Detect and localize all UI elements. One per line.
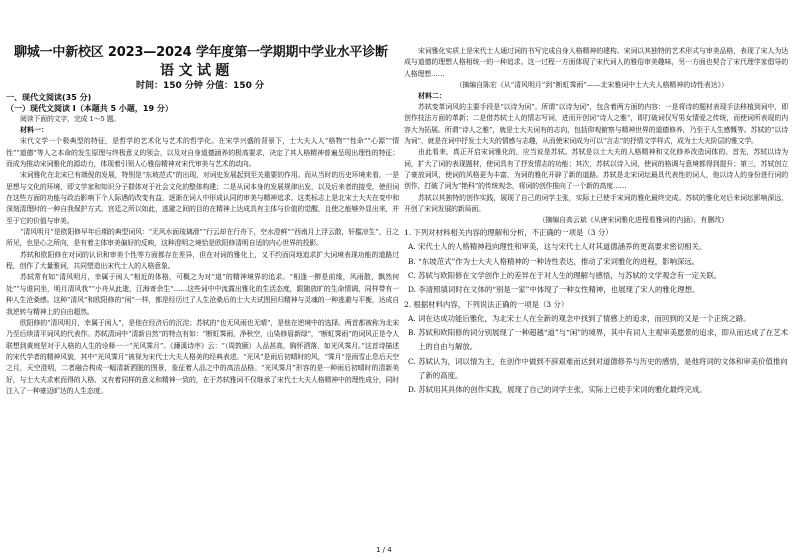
- page-number: 1 / 4: [376, 546, 392, 554]
- question-stem: 2. 根据材料内容，下列说法正确的一项是（3 分）: [404, 299, 569, 309]
- material1-paragraph: “清风明月”是欧阳修早年后期的典型词风：“无风水面琉璃滑”“行云却在行舟下，空水澄鲜”“西南月上浮云散，轩槛凉生”，日之所见，也是心之所向，是有着主体审美偏好的反映，这种澄明之境恰是欧阳修清明自适的内心世界的投影。: [6, 228, 399, 248]
- material1-source: （摘编自陈宏《从“清风明月”到“断虹霁雨”——北宋雅词中士大夫人格精神的诗性表达》）: [455, 81, 728, 90]
- question-stem: 1. 下列对材料相关内容的理解和分析，不正确的一项是（3 分）: [404, 228, 613, 238]
- material1-paragraph: 宋代文学一个极典型的特征，是哲学的艺术化与艺术的哲学化。在宋学兴盛的背景下，士大夫人人“格物”“性命”“心源”“情性”“道德”等人之本命的发生原理与终极意义的领会，以及对自身道德涵养的极高要求，决定了其人格精神普遍呈现出理性的特征；而成为推动宋词雅化的源动力，体现着引领人心雅俗精神对宋代审美与艺术的动向。: [6, 137, 399, 169]
- question-option: A. 宋代士人的人格精神趋向理性和审美，这与宋代士人对其道德涵养的更高要求密切相关。: [408, 242, 707, 252]
- exam-subject: 语 文 试 题: [160, 63, 230, 79]
- right-column: [404, 0, 788, 397]
- exam-time-score: 时间：150 分钟 分值：150 分: [136, 81, 264, 91]
- question-option: C. 苏轼认为，词以情为主，在创作中做到不辞艰难而达到对道德修养与历史的感悟，是他将词的文体和审美价值推向了新的高度。: [408, 356, 788, 380]
- material2-paragraph: 由此看来，真正开启宋词雅化的，应当说是苏轼。苏轼是以士大夫的人格精神和文化修养改造词体的。首先，苏轼以诗为词，扩大了词的表现题材，使词具有了抒发情志的功能；其次，苏轼以诗入词，使词的格调与意境都得到提升；第三，苏轼创立了豪放词风，使词的风格更为丰富，为词的雅化开辟了新的道路。苏轼是北宋词坛最具代表性的词人，他以诗人的身份进行词的创作，打破了词为“艳科”的传统观念，将词的创作推向了一个新的高度……: [404, 148, 788, 191]
- question-option: B. 苏轼和欧阳修的词分别展现了一种超越“道”与“闲”的境界，其中有词人主观审美愿景的追求，即从而达成了在艺术上的自由与解放。: [408, 327, 788, 352]
- material1-paragraph: 宋词雅化实质上是宋代士人通过词的书写完成自身人格精神的建构。宋词以其独特的艺术形式与审美品格，表现了宋人为达成与道德的理想人格相统一的一种追求。这一过程一方面体现了宋代词人的雅俗审美趣味，另一方面也契合了宋代理学家倡导的人格理想……: [404, 47, 788, 78]
- material2-paragraph: 苏轼以其独特的创作实践，展现了自己的词学主张，实际上已使手宋词的雅化最终完成。苏轼的雅化对后来词坛影响深远，开创了宋词发展的新局面。: [404, 193, 788, 214]
- material1-paragraph: 苏轼常有如“清风明月，幸属于闲人”相近的体格，可概之为对“道”的精神境界的追求。“相逢一醉是前缘，风雨散，飘然何处”“与谁同坐，明月清风我”“小舟从此逝，江海寄余生”……这些词中中流露出雅化的生活态度，跟随放旷的生命情调，同样带有一种人生沧桑感。这种“清风”和欧阳修的“闲”一样，都是经历过了人生沧桑后的士大夫试图回归精神与灵魂的一种逃避与平衡，达成自我逆转与精神上的自由超然。: [6, 273, 399, 316]
- material1-paragraph: 欧阳修的“清风明月，幸属于闲人”，是他在经济后的沉淀；苏轼的“也无风雨也无晴”，是他在逆境中的选择。两首都被称为北宋乃至后续清平词风的代表作。苏轼清词中“清新自然”的特点有如：“断虹霁雨，净秋空，山染修眉新绿”，“断虹霁雨”的词风正是令人联想到黄庭坚对于人格的人生的诠释一一“光风霁月”。《濂溪诗序》云：“（周敦颐）人品甚高，胸怀洒落，如光风霁月。”这首诗描述的宋代学者的精神风貌，其中“光风霁月”被视为宋代士大夫人格美的经典表述。“光风”是雨后初晴时的风，“霁月”是雨雪止息后天空之月，天空澄明，二者融合构成一幅清新洒脱的图景，象征着人品之中的高洁品格。“光风霁月”形容的是一种雨后初晴时的清新美好，与士大夫求索而得的人格、又有着同样的意义和精神一致的，在于苏轼雅词不仅继承了宋代士大夫人格精神中的理性成分，同时注入了一种豪迈旷达的人生态度。: [6, 318, 399, 395]
- section-heading: 一、现代文阅读(35 分): [6, 93, 92, 102]
- question-2: [404, 298, 788, 398]
- question-option: C. 苏轼与欧阳修在文学创作上的差异在于对人生的理解与感悟，与苏轼的文学观念有一定关联。: [408, 271, 722, 281]
- material2-source: （摘编自高云斌《从唐宋词雅化进程看雅词的内涵》，有删改）: [538, 216, 728, 225]
- reading-instruction: 阅读下面的文字，完成 1～5 题。: [20, 115, 121, 123]
- left-column: [6, 0, 399, 397]
- material1-label: 材料一：: [20, 126, 48, 135]
- question-option: D. 李清照填词时在文体的“别是一家”中体现了一种女性精神，也展现了宋人的雅化理想。: [408, 285, 700, 295]
- material1-paragraph: 宋词雅化在北宋已有端倪的发展，特别是“东坡范式”的出现，对词史发展起到至关重要的作用。而从当时的历史环境来看，一是思想与文化的环境，即文学家和知识分子群体对于社会文化的整体构建；二是从词本身的发展规律出发，以及后来者的接受，使但词在这些方面的功能与政治影响下个人际遇的改变有益，逐渐在词人中形成认同的审美与精神追求。这类标志上是北宋士大夫在变中和深刻清理时的一种自我保护方式。宫廷之所以如此，逃避之间的目的在精神上达成具有主体与价值的觉醒，且使之能够外显出来，并至于它的价值与审美。: [6, 171, 399, 225]
- question-option: B. “东坡范式”作为士大夫人格精神的一种诗性表达，推动了宋词雅化的进程，影响深远。: [408, 256, 700, 266]
- question-1: [404, 226, 788, 297]
- exam-title: 聊城一中新校区 2023—2024 学年度第一学期期中学业水平诊断: [14, 45, 388, 60]
- material1-paragraph: 苏轼和欧阳修在对词的认识和审美个性等方面都存在差异，但在对词的雅化上，又不约而同地追求扩大词境表现功能的道路过程，创作了大量雅词，共同塑造出宋代士人的人格意象。: [6, 250, 399, 271]
- material2-label: 材料二：: [418, 92, 446, 101]
- question-option: A. 词在达成功能后雅化，为北宋士人在全新的观念中找到了情感上的追求，而回到的又是一个正统之路。: [408, 313, 751, 323]
- subsection-heading: （一）现代文阅读 I（本题共 5 小题，19 分）: [6, 104, 173, 113]
- question-option: D. 苏轼用其具体的创作实践，展现了自己的词学主张，实际上已使手宋词的雅化最终完成。: [408, 385, 707, 395]
- material2-paragraph: 苏轼变革词风的主要手段是“以诗为词”。所谓“以诗为词”，包含着两方面的内容：一是将诗的题材表现手法移植到词中，即创作技法方面的革新；二是借苏轼士人的情志写词，进而开创词“诗人之雅”，即打破词仅写男女情爱之传统，而使词所表现的内容大为拓展。所谓“诗人之雅”，就是士大夫词有的志向，包括仰观俯察与精神世界的道德修养，乃至于人生感慨等。苏轼的“以诗为词”，就是在词中抒发士大夫的情感与志趣，从而使宋词成为可以“言志”的抒情文学样式，成为士大夫阶层的雅文学。: [404, 103, 788, 146]
